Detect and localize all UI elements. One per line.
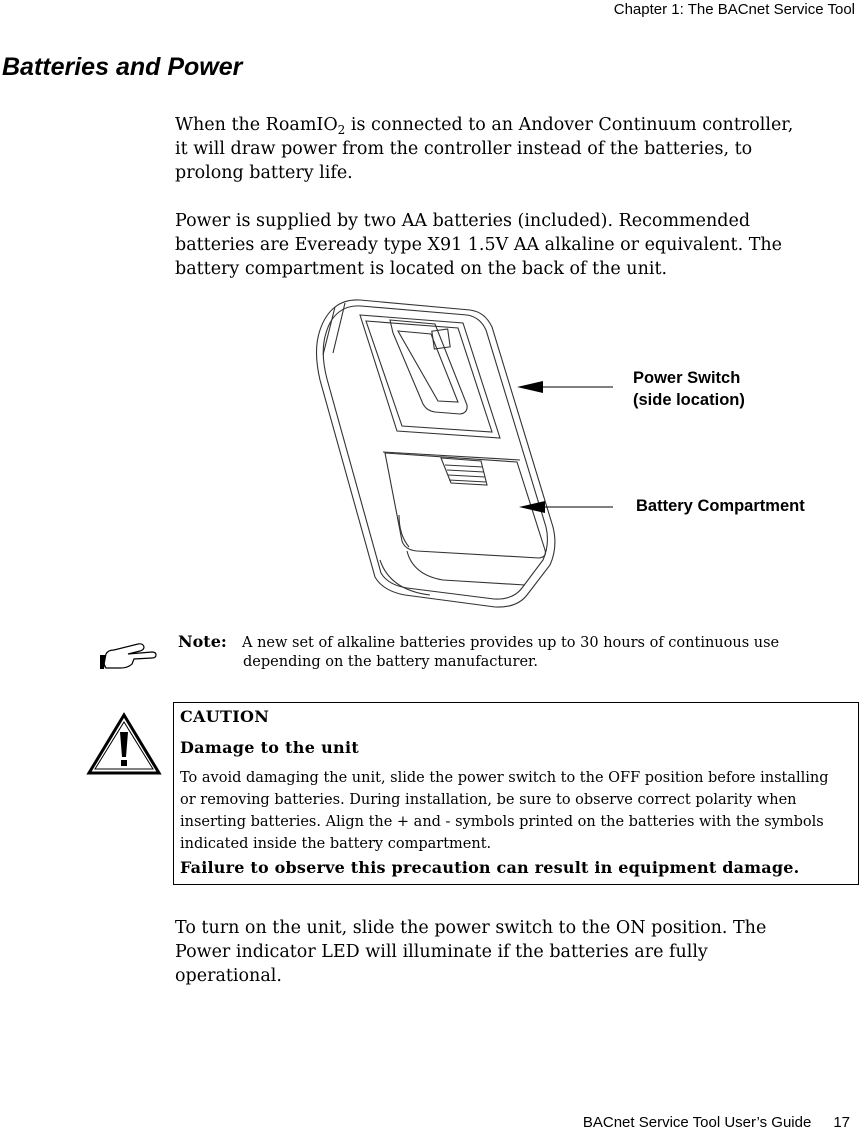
paragraph-line: operational. [175, 966, 282, 986]
warning-triangle-icon [86, 712, 162, 776]
caution-body-line: inserting batteries. Align the + and - symbols printed on the batteries with the symbols [180, 814, 824, 830]
text-run: When the RoamIO [175, 115, 338, 135]
paragraph-line: prolong battery life. [175, 163, 353, 183]
battery-door-curve [399, 515, 409, 547]
caution-warning: Failure to observe this precaution can result in equipment damage. [180, 858, 800, 877]
paragraph-line: Power indicator LED will illuminate if the batteries are fully [175, 942, 708, 962]
callout-power-switch-line1: Power Switch [633, 369, 741, 387]
footer-guide-title: BACnet Service Tool User’s Guide [582, 1114, 812, 1131]
paragraph-turn-on [175, 916, 855, 988]
battery-door [385, 453, 545, 558]
caution-body-line: indicated inside the battery compartment. [180, 836, 492, 852]
callout-battery-compartment: Battery Compartment [636, 497, 805, 515]
device-back-illustration [295, 295, 855, 615]
running-header: Chapter 1: The BACnet Service Tool [613, 1, 855, 18]
paragraph-line: battery compartment is located on the back of the unit. [175, 259, 668, 279]
caution-body-line: or removing batteries. During installation, be sure to observe correct polarity when [180, 792, 797, 808]
note-line: depending on the battery manufacturer. [243, 654, 538, 670]
subscript: 2 [337, 123, 346, 137]
caution-heading: Damage to the unit [180, 738, 360, 757]
paragraph-line: Power is supplied by two AA batteries (included). Recommended [175, 211, 751, 231]
text-run: is connected to an Andover Continuum controller, [345, 115, 794, 135]
caution-body-line: To avoid damaging the unit, slide the power switch to the OFF position before installing [180, 770, 829, 786]
callout-arrows [517, 381, 613, 513]
paragraph-line [175, 113, 855, 137]
paragraph-batteries [175, 209, 855, 281]
running-footer [583, 1114, 850, 1131]
arrow-head-power [517, 381, 543, 393]
section-title: Batteries and Power [2, 53, 243, 81]
page-number: 17 [833, 1114, 850, 1131]
grip-ridge [448, 475, 485, 477]
callout-power-switch-line2: (side location) [633, 391, 745, 409]
paragraph-line: it will draw power from the controller instead of the batteries, to [175, 139, 753, 159]
caution-title: CAUTION [180, 707, 270, 726]
pointing-hand-icon [98, 638, 158, 674]
belt-clip-recess-inner [366, 321, 492, 432]
paragraph-line: To turn on the unit, slide the power switch to the ON position. The [175, 918, 767, 938]
grip-ridge [447, 470, 484, 472]
note-text [242, 634, 779, 672]
note-label: Note: [178, 632, 227, 651]
grip-ridge [445, 465, 483, 467]
grip-ridge [449, 480, 486, 482]
device-edge [323, 307, 335, 355]
callout-power-switch [633, 367, 745, 411]
caution-box [173, 702, 859, 885]
device-edge [333, 303, 345, 353]
device-figure [295, 295, 855, 615]
paragraph-power-source [175, 113, 855, 185]
note-block [98, 632, 858, 677]
device-inner-outline [323, 306, 547, 599]
caution-body [180, 767, 829, 855]
arrow-head-battery [519, 501, 545, 513]
paragraph-line: batteries are Eveready type X91 1.5V AA alkaline or equivalent. The [175, 235, 783, 255]
note-line: A new set of alkaline batteries provides up to 30 hours of continuous use [242, 635, 780, 651]
